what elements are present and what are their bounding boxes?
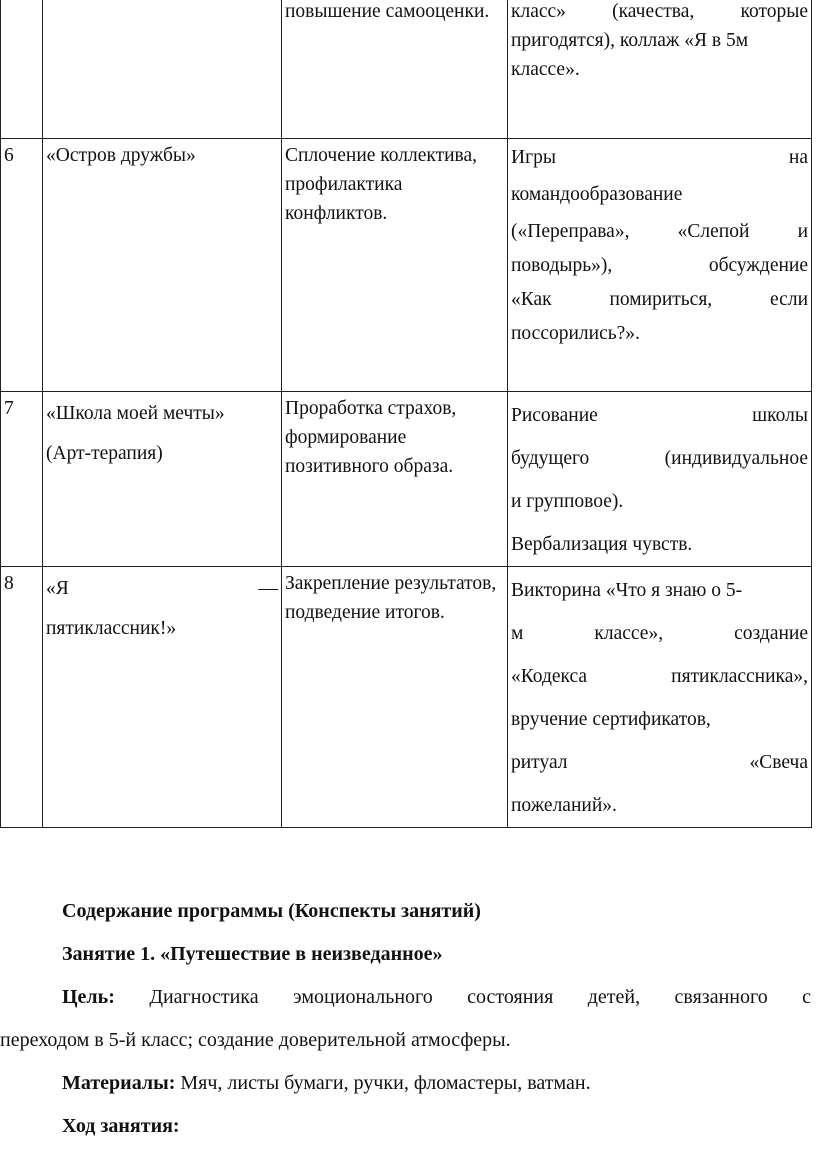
session-title-cell [43, 567, 282, 828]
session-goal-cell: Проработка страхов, формирование позитивного образа. [282, 392, 508, 567]
title-line: пятиклассник!» [46, 618, 177, 639]
activity-line: пожеланий». [511, 795, 617, 816]
table-row [1, 392, 812, 567]
table-row [1, 567, 812, 828]
activity-line: («Переправа», «Слепой и [511, 221, 808, 242]
session-title-cell: «Остров дружбы» [43, 139, 282, 392]
activity-line: класс» (качества, которые [511, 1, 808, 22]
goal-text: Диагностика эмоционального состояния детей, связанного с [149, 986, 811, 1008]
session-activity-cell [508, 567, 812, 828]
activity-line: «Кодекса пятиклассника», [511, 666, 808, 687]
row-number-cell: 8 [1, 567, 43, 828]
session-activity-cell [508, 392, 812, 567]
activity-line: и групповое). [511, 491, 624, 512]
activity-line: Викторина «Что я знаю о 5- [511, 580, 743, 601]
section-heading: Содержание программы (Конспекты занятий) [62, 900, 481, 922]
session-title-cell [43, 0, 282, 139]
activity-line: будущего (индивидуальное [511, 448, 808, 469]
session-activity-cell [508, 0, 812, 139]
materials-paragraph [0, 1062, 811, 1105]
row-number-cell: 7 [1, 392, 43, 567]
program-content-section [0, 890, 811, 1148]
session-activity-cell [508, 139, 812, 392]
activity-line: классе». [511, 59, 580, 80]
table-row [1, 0, 812, 139]
materials-text: Мяч, листы бумаги, ручки, фломастеры, ватман. [180, 1072, 591, 1094]
session-goal-cell: Сплочение коллектива, профилактика конфликтов. [282, 139, 508, 392]
goal-paragraph-continued: переходом в 5-й класс; создание доверительной атмосферы. [0, 1029, 511, 1051]
materials-label: Материалы: [62, 1072, 176, 1094]
activity-line: м классе», создание [511, 623, 808, 644]
activity-line: Игры на [511, 147, 808, 168]
activity-line: ритуал «Свеча [511, 752, 808, 773]
activity-line: Рисование школы [511, 405, 808, 426]
activity-line: вручение сертификатов, [511, 709, 711, 730]
title-line: «Школа моей мечты» [46, 403, 225, 424]
activity-line: командообразование [511, 184, 683, 205]
activity-line: Вербализация чувств. [511, 534, 693, 555]
session-goal-cell: Закрепление результатов, подведение итогов. [282, 567, 508, 828]
row-number-cell: 6 [1, 139, 43, 392]
activity-line: «Как помириться, если [511, 289, 808, 310]
table-row [1, 139, 812, 392]
title-line: «Я — [46, 578, 278, 599]
activity-line: поводырь»), обсуждение [511, 255, 808, 276]
activity-line: пригодятся), коллаж «Я в 5м [511, 30, 749, 51]
goal-label: Цель: [62, 986, 115, 1008]
lesson-title: Занятие 1. «Путешествие в неизведанное» [62, 943, 443, 965]
title-line: (Арт-терапия) [46, 443, 163, 464]
activity-line: поссорились?». [511, 323, 640, 344]
session-title-cell [43, 392, 282, 567]
session-goal-cell: повышение самооценки. [282, 0, 508, 139]
goal-paragraph [0, 976, 811, 1019]
row-number-cell [1, 0, 43, 139]
course-heading: Ход занятия: [62, 1115, 180, 1137]
